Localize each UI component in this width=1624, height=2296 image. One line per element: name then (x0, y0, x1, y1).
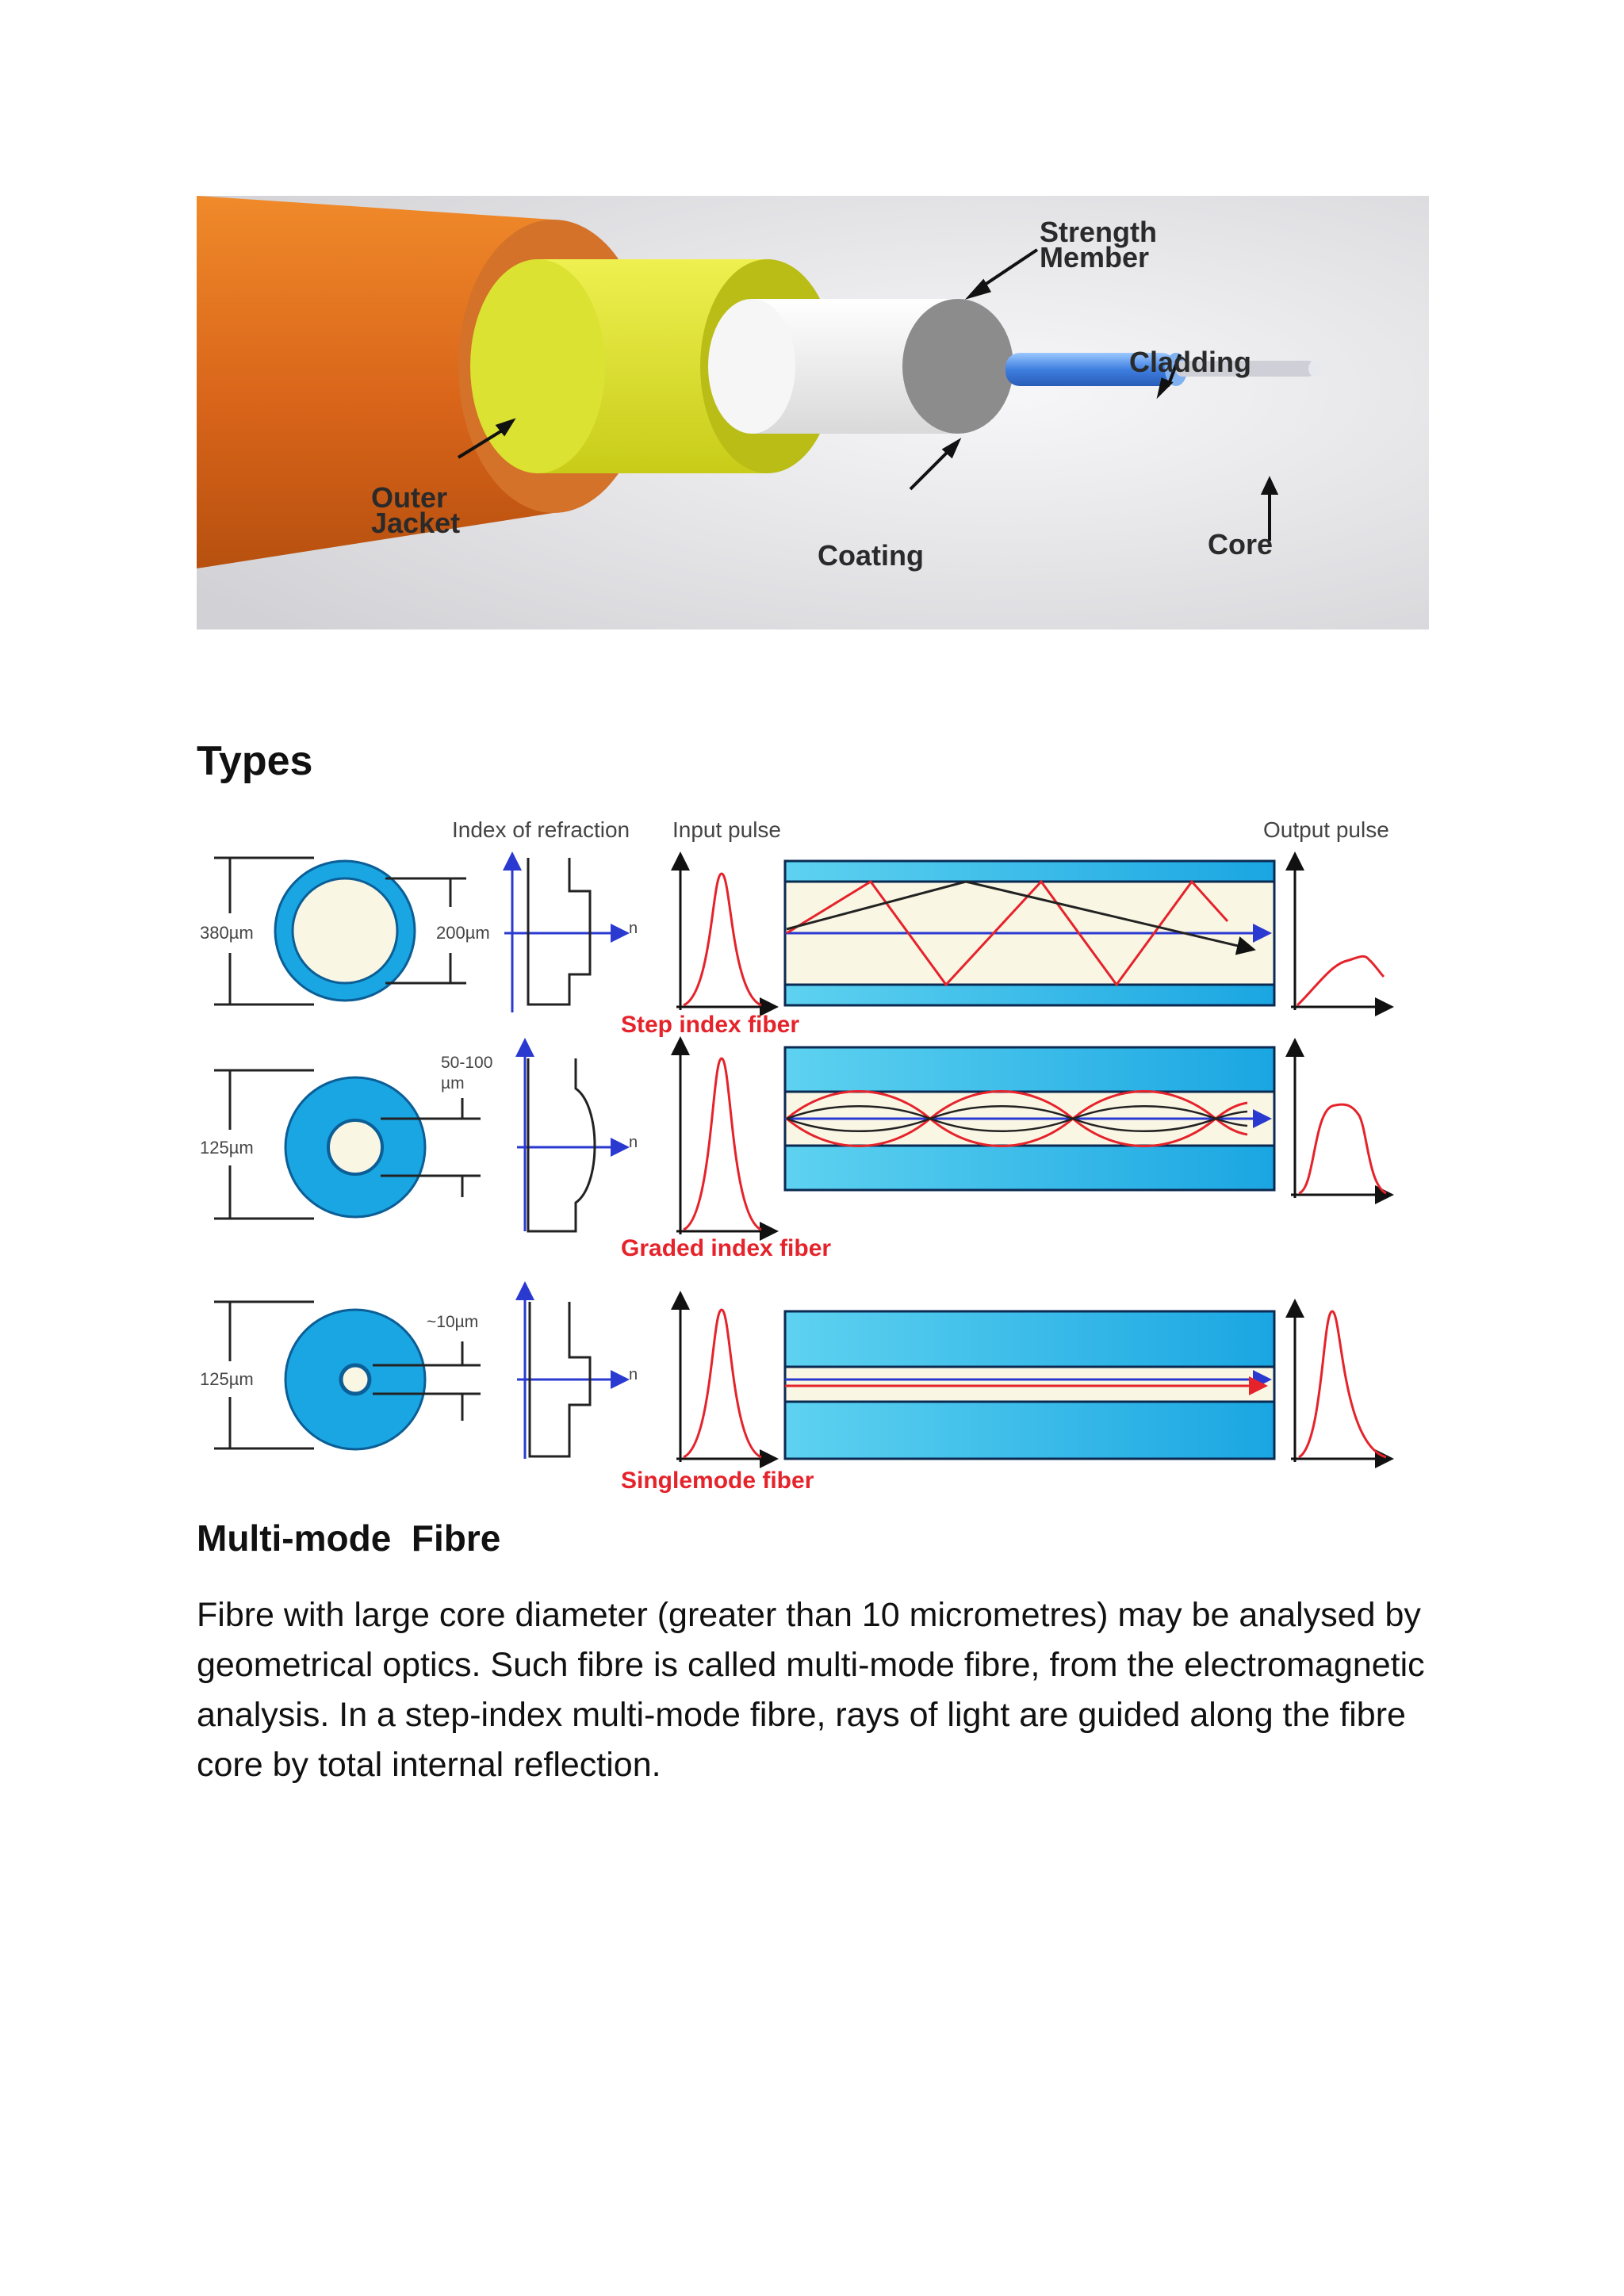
types-heading: Types (197, 738, 313, 784)
core-dim-2b: µm (441, 1074, 465, 1093)
core-dim-2a: 50-100 (441, 1054, 493, 1072)
caption-singlemode: Singlemode fiber (621, 1468, 814, 1494)
multimode-heading: Multi-mode Fibre (197, 1517, 501, 1559)
caption-graded-index: Graded index fiber (621, 1235, 832, 1261)
label-core: Core (1208, 528, 1274, 561)
coating-shape (708, 299, 1013, 434)
caption-step-index: Step index fiber (621, 1012, 800, 1038)
label-outer-jacket (371, 481, 460, 539)
header-input: Input pulse (672, 817, 781, 842)
header-output: Output pulse (1263, 817, 1389, 842)
fiber-types-figure (197, 802, 1429, 1496)
row-graded-index (200, 1041, 1389, 1261)
svg-text:n: n (629, 1134, 638, 1151)
svg-text:Outer: Outer (371, 481, 448, 514)
body-paragraph: Fibre with large core diameter (greater than 10 micrometres) may be analysed by geometrical optics. Such fibre is called multi-mode fibre, from the electromagnetic analysis. In a step-index multi-mode fibre, rays of light are guided along the fibre core by total internal reflection. (197, 1596, 1425, 1784)
label-cladding: Cladding (1129, 346, 1251, 378)
svg-text:n: n (629, 1366, 638, 1383)
svg-text:Member: Member (1040, 241, 1150, 274)
label-coating: Coating (818, 539, 924, 572)
row-singlemode (200, 1286, 1389, 1494)
svg-text:Strength: Strength (1040, 216, 1157, 248)
svg-text:Jacket: Jacket (371, 507, 461, 539)
core-dim-1: 200µm (436, 923, 490, 943)
svg-text:n: n (629, 920, 638, 937)
header-index: Index of refraction (452, 817, 630, 842)
outer-dim-3: 125µm (200, 1369, 254, 1389)
label-strength-member (1040, 216, 1157, 274)
core-dim-3: ~10µm (427, 1313, 479, 1331)
outer-dim-2: 125µm (200, 1138, 254, 1158)
row-step-index (200, 856, 1389, 1038)
outer-dim-1: 380µm (200, 923, 254, 943)
fiber-cable-figure (197, 196, 1429, 629)
